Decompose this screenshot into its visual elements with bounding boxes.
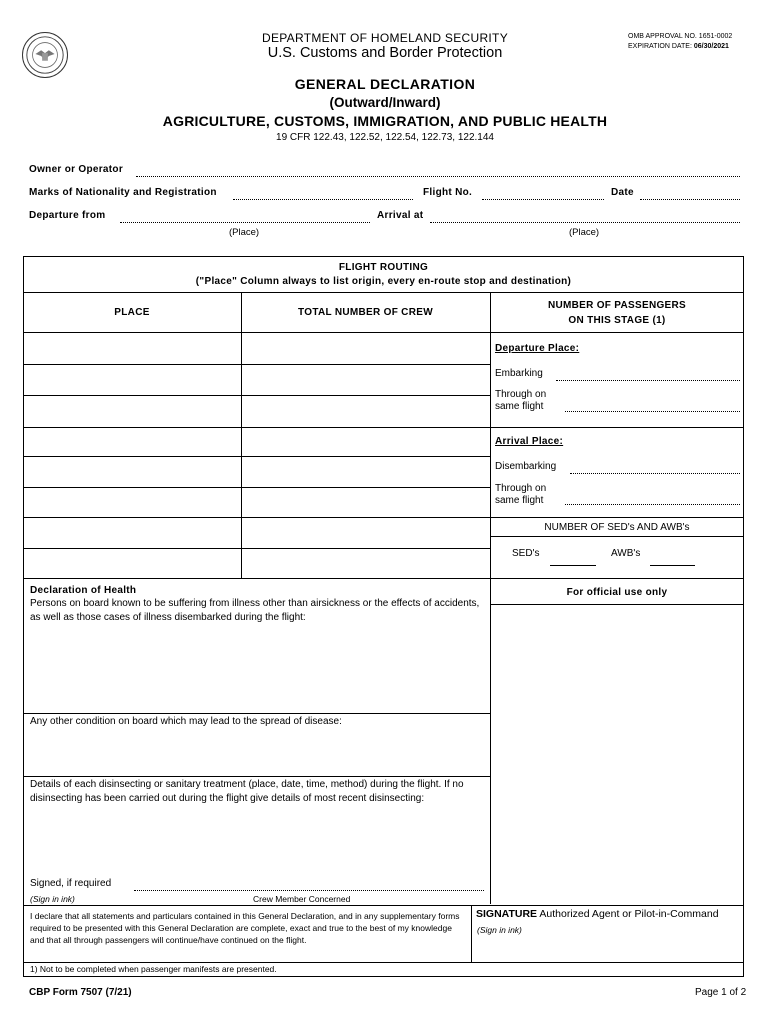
awbs-field[interactable] xyxy=(650,565,695,566)
health-divider xyxy=(23,776,490,777)
departure-field[interactable] xyxy=(120,222,370,223)
pass-divider xyxy=(490,536,744,537)
col-place-header: PLACE xyxy=(114,307,150,318)
signature-label: SIGNATURE Authorized Agent or Pilot-in-Command xyxy=(476,908,719,920)
page-number: Page 1 of 2 xyxy=(695,987,747,998)
signed-label: Signed, if required xyxy=(30,878,112,889)
declaration-top-border xyxy=(23,905,744,906)
form-heading: AGRICULTURE, CUSTOMS, IMMIGRATION, AND PUBLIC HEALTH xyxy=(162,113,608,129)
row-line xyxy=(23,364,490,365)
routing-divider xyxy=(23,292,744,293)
departure-place-label: Departure Place: xyxy=(495,343,580,354)
cfr-reference: 19 CFR 122.43, 122.52, 122.54, 122.73, 122.144 xyxy=(276,132,494,143)
arrival-field[interactable] xyxy=(430,222,740,223)
arrival-label: Arrival at xyxy=(377,210,424,221)
disembarking-field[interactable] xyxy=(570,473,740,474)
owner-label: Owner or Operator xyxy=(29,164,124,175)
crew-member-label: Crew Member Concerned xyxy=(253,894,351,904)
through-label-2: Through on same flight xyxy=(495,483,547,506)
embarking-field[interactable] xyxy=(556,380,740,381)
table-top-border xyxy=(23,256,744,257)
col-crew-header: TOTAL NUMBER OF CREW xyxy=(298,307,433,318)
arrival-place-label: Arrival Place: xyxy=(495,436,564,447)
seds-label: SED's xyxy=(512,548,540,559)
col-passengers-header-2: ON THIS STAGE (1) xyxy=(568,315,666,326)
row-line xyxy=(23,427,490,428)
official-divider xyxy=(490,604,744,605)
row-line xyxy=(23,548,490,549)
omb-info xyxy=(628,32,732,52)
declaration-text: I declare that all statements and particulars contained in this General Declaration, and in any supplementary forms required to be presented with this General Declaration are complete, exact and true to the best of my knowledge and that all through passengers will continue/have continued on the flight. xyxy=(30,911,460,945)
row-line xyxy=(23,517,490,518)
routing-subtitle: ("Place" Column always to list origin, every en-route stop and destination) xyxy=(195,276,572,287)
col-divider-2 xyxy=(490,292,491,904)
form-number: CBP Form 7507 (7/21) xyxy=(29,987,132,998)
pass-divider xyxy=(490,517,744,518)
owner-field[interactable] xyxy=(136,176,740,177)
signature-ink-hint[interactable]: (Sign in ink) xyxy=(477,925,522,935)
header-divider xyxy=(23,332,744,333)
through-field-2[interactable] xyxy=(565,504,740,505)
marks-field[interactable] xyxy=(233,199,413,200)
agency-name: U.S. Customs and Border Protection xyxy=(267,45,503,61)
marks-label: Marks of Nationality and Registration xyxy=(29,187,217,198)
other-condition-label: Any other condition on board which may lead to the spread of disease: xyxy=(30,716,342,727)
row-line xyxy=(23,456,490,457)
row-line xyxy=(23,395,490,396)
col-passengers-header-1: NUMBER OF PASSENGERS xyxy=(547,300,687,311)
awbs-label: AWB's xyxy=(611,548,641,559)
health-text: Persons on board known to be suffering from illness other than airsickness or the effects of accidents, as well as those cases of illness disembarked during the flight: xyxy=(30,598,480,623)
health-title: Declaration of Health xyxy=(30,585,137,596)
department-name: DEPARTMENT OF HOMELAND SECURITY xyxy=(262,31,508,45)
row-line xyxy=(23,487,490,488)
flight-no-field[interactable] xyxy=(482,199,604,200)
embarking-label: Embarking xyxy=(495,368,543,379)
through-label-1: Through on same flight xyxy=(495,389,547,412)
footnote: 1) Not to be completed when passenger manifests are presented. xyxy=(30,964,277,974)
sed-awb-header: NUMBER OF SED's AND AWB's xyxy=(544,522,690,533)
form-subtitle: (Outward/Inward) xyxy=(329,95,441,110)
crew-signature-field[interactable] xyxy=(134,890,484,891)
routing-title: FLIGHT ROUTING xyxy=(338,262,429,273)
arrival-place-hint: (Place) xyxy=(569,227,600,238)
col-divider-1 xyxy=(241,292,242,578)
omb-approval: OMB APPROVAL NO. 1651-0002 xyxy=(628,33,733,40)
disembarking-label: Disembarking xyxy=(495,461,557,472)
pass-divider xyxy=(490,427,744,428)
flight-no-label: Flight No. xyxy=(423,187,473,198)
expiration: EXPIRATION DATE: 06/30/2021 xyxy=(628,43,729,50)
through-field-1[interactable] xyxy=(565,411,740,412)
routing-bottom-border xyxy=(23,578,744,579)
official-use-label: For official use only xyxy=(566,587,668,598)
table-left-border xyxy=(23,256,24,977)
date-label: Date xyxy=(611,187,634,198)
sign-ink-hint: (Sign in ink) xyxy=(30,894,75,904)
declaration-col-divider xyxy=(471,905,472,962)
departure-label: Departure from xyxy=(29,210,106,221)
seds-field[interactable] xyxy=(550,565,596,566)
table-bottom-border xyxy=(23,976,744,977)
disinsecting-label: Details of each disinsecting or sanitary treatment (place, date, time, method) during the flight. If no disinsecting has been carried out during the flight give details of most recent disinsecting: xyxy=(30,779,464,804)
form-title: GENERAL DECLARATION xyxy=(294,76,476,92)
table-right-border xyxy=(743,256,744,977)
health-divider xyxy=(23,713,490,714)
departure-place-hint: (Place) xyxy=(229,227,260,238)
date-field[interactable] xyxy=(640,199,740,200)
